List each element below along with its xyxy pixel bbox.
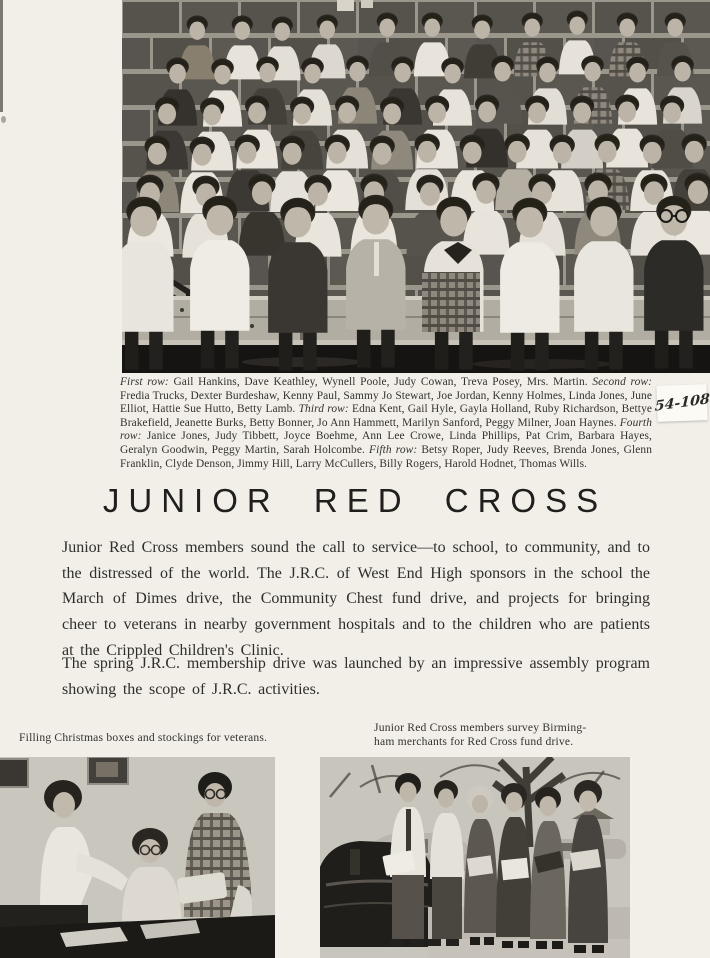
caption-row-names: Edna Kent, Gail Hyle, Gayla Holland, Ruby Richardson, Bettye Brakefield, Jeanette Burks, Betty Bonner, Jo Ann Hammett, Marilyn Sanford, Peggy Milner, Joan Haynes.: [120, 403, 653, 429]
handwritten-annotation-slip: [654, 384, 710, 422]
bottom-right-caption: [374, 721, 624, 749]
christmas-boxes-photo: [0, 757, 275, 958]
fund-drive-survey-photo: [320, 757, 630, 958]
caption-row-label: Second row:: [592, 376, 653, 388]
caption-row-label: Fourth row:: [120, 416, 652, 443]
caption-row-names: Betsy Roper, Judy Reeves, Brenda Jones, Glenn Franklin, Clyde Denson, Jimmy Hill, Larry McCullers, Billy Rogers, Harold Hodnet, Thomas Wills.: [120, 443, 652, 470]
group-photo-illustration: [122, 0, 710, 373]
caption-row-label: Fifth row:: [369, 443, 418, 456]
handwritten-annotation: 54-108: [654, 391, 710, 415]
caption-row-names: Gail Hankins, Dave Keathley, Wynell Poole, Judy Cowan, Treva Posey, Mrs. Martin.: [173, 376, 588, 388]
caption-row-label: Third row:: [298, 403, 349, 416]
caption-row-label: First row:: [120, 376, 169, 388]
group-photo-caption: [120, 376, 652, 471]
bottom-left-caption: Filling Christmas boxes and stockings for veterans.: [19, 731, 268, 744]
caption-row-names: Fredia Trucks, Dexter Burdeshaw, Kenny Paul, Sammy Jo Stewart, Joe Jordan, Kenny Holmes, Linda Jones, June Elliot, Hattie Sue Hutto, Betty Lamb.: [120, 389, 652, 416]
page-title: JUNIOR RED CROSS: [102, 482, 608, 519]
bottom-right-caption-line2: ham merchants for Red Cross fund drive.: [374, 735, 574, 748]
bottom-right-caption-line1: Junior Red Cross members survey Birming-: [374, 721, 587, 734]
fund-drive-survey-illustration: [320, 757, 630, 958]
scan-edge-artifact: [0, 0, 3, 112]
body-paragraph-2: The spring J.R.C. membership drive was launched by an impressive assembly program showing the scope of J.R.C. activities.: [62, 655, 650, 698]
christmas-boxes-illustration: [0, 757, 275, 958]
caption-row-names: Janice Jones, Judy Tibbett, Joyce Boehme, Ann Lee Crowe, Linda Phillips, Pat Crim, Barbara Hayes, Geralyn Goodwin, Peggy Martin, Sarah Holcombe.: [120, 430, 652, 456]
scan-edge-mark: [1, 116, 6, 123]
body-paragraph-1: Junior Red Cross members sound the call to service—to school, to community, and to the distressed of the world. The J.R.C. of West End High sponsors in the school the March of Dimes drive, the Community Chest fund drive, and projects for bringing cheer to veterans in nearby government hospitals and to the children who are patients at the Crippled Children's Clinic.: [62, 539, 650, 659]
group-photo: [122, 0, 710, 373]
